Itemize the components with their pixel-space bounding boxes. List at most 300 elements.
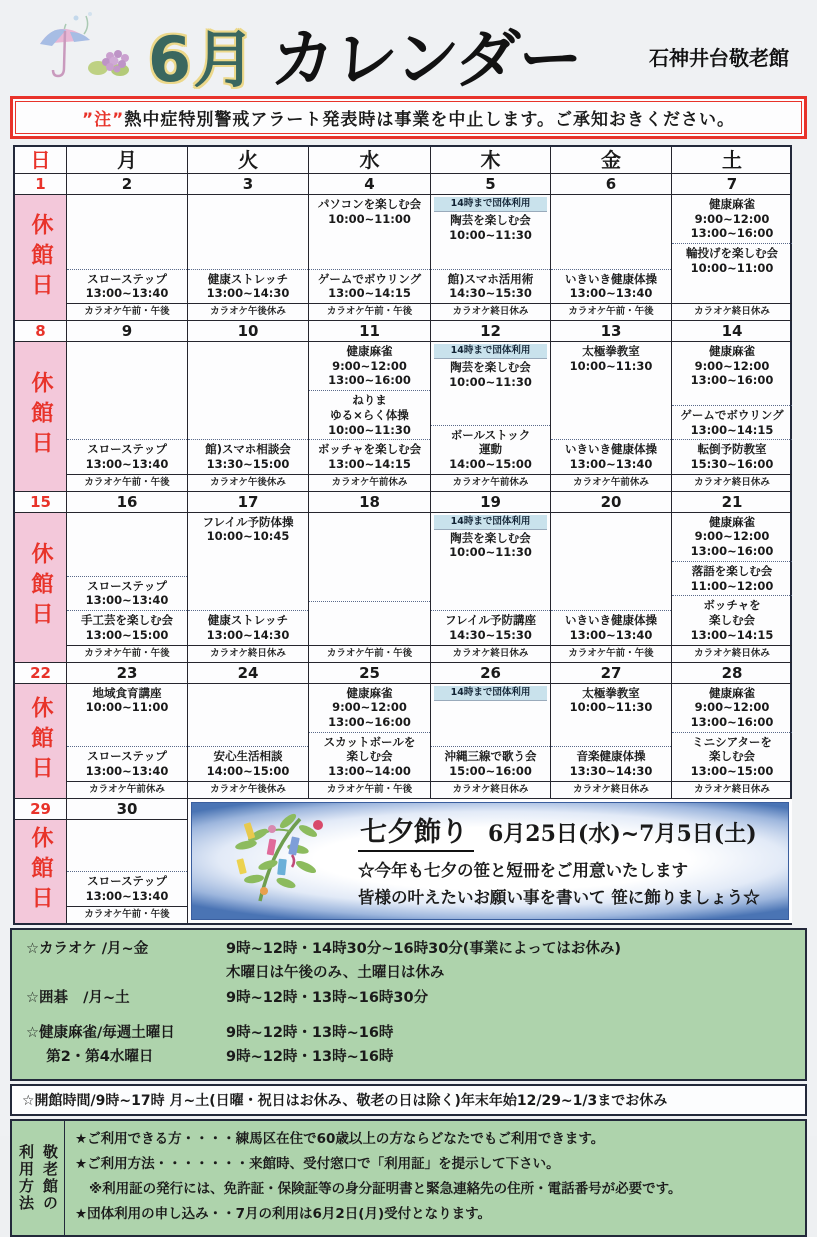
event [188, 270, 308, 303]
event-line: 陶芸を楽しむ会 [450, 213, 531, 227]
closed-day-label: 休館日 [28, 212, 53, 303]
afternoon-events [672, 595, 792, 644]
activity-schedule-row [26, 1021, 791, 1046]
karaoke-note: カラオケ午後休み [188, 474, 308, 491]
event [431, 747, 550, 780]
morning-events [672, 342, 792, 390]
day-cell-body [431, 195, 550, 303]
date-number: 22 [15, 663, 66, 684]
usage-rule-line: ★ご利用方法・・・・・・・来館時、受付窓口で「利用証」を提示して下さい。 [75, 1155, 560, 1172]
event-line: 運動 [479, 442, 502, 457]
calendar-day-cell [15, 174, 66, 321]
calendar-day-cell [430, 174, 550, 321]
karaoke-note: カラオケ午前休み [67, 781, 187, 798]
event-line: 15:30~16:00 [690, 457, 774, 472]
event-line: ミニシアターを [692, 734, 772, 749]
usage-label-line2: 利用方法 [17, 1143, 35, 1212]
morning-events [309, 342, 430, 439]
closed-day-label: 休館日 [28, 826, 53, 917]
date-number: 18 [309, 492, 430, 513]
calendar-week-row [15, 174, 790, 321]
event-line: 健康ストレッチ [207, 271, 289, 286]
karaoke-note: カラオケ午前・午後 [309, 645, 430, 662]
umbrella-icon [28, 6, 138, 88]
date-number: 24 [188, 663, 308, 684]
afternoon-events [309, 439, 430, 473]
date-number: 19 [431, 492, 550, 513]
afternoon-events [431, 425, 550, 474]
date-number: 15 [15, 492, 66, 513]
karaoke-note: カラオケ終日休み [431, 303, 550, 320]
event-line: 13:00~16:00 [690, 714, 774, 729]
afternoon-events [551, 610, 671, 644]
day-cell-body [67, 513, 187, 645]
calendar-week-row [15, 321, 790, 492]
calendar-week-row [15, 799, 790, 923]
closed-day-label: 休館日 [28, 695, 53, 786]
event-line: 13:00~16:00 [690, 226, 774, 241]
day-cell-body [309, 195, 430, 303]
calendar-day-cell [308, 663, 430, 799]
event-line: パソコンを楽しむ会 [317, 197, 422, 211]
day-cell-body [67, 195, 187, 303]
event-line: 14:30~15:30 [449, 286, 532, 301]
day-cell-body [188, 513, 308, 645]
event-line: スローステップ [87, 271, 167, 286]
event-line: 13:00~14:15 [690, 422, 774, 437]
date-number: 1 [15, 174, 66, 195]
afternoon-events [672, 405, 792, 474]
event-line: 安心生活相談 [213, 749, 283, 764]
event-line: 13:00~13:40 [85, 286, 169, 301]
tanabata-bamboo-illustration [202, 809, 352, 913]
calendar-day-cell [308, 321, 430, 492]
event [67, 440, 187, 473]
karaoke-note: カラオケ終日休み [672, 303, 792, 320]
weekday-header-日: 日 [15, 147, 66, 174]
event-line: 9:00~12:00 [332, 358, 407, 373]
event-line: 13:00~13:40 [85, 593, 169, 608]
date-number: 27 [551, 663, 671, 684]
event-line: 10:00~10:45 [206, 529, 290, 544]
day-cell-body [672, 342, 792, 474]
morning-events [431, 342, 550, 391]
event [309, 684, 430, 732]
event-line: 楽しむ会 [346, 749, 393, 764]
calendar-day-cell [430, 321, 550, 492]
activity-times: 9時~12時・13時~16時 [226, 1024, 394, 1041]
event [67, 610, 187, 644]
event [672, 406, 792, 439]
calendar-day-cell [550, 321, 671, 492]
activity-times: 9時~12時・14時30分~16時30分(事業によってはお休み) [226, 940, 622, 957]
day-cell-body [431, 684, 550, 781]
calendar-day-cell [187, 321, 308, 492]
event-line: 13:00~16:00 [690, 544, 774, 559]
event [67, 872, 187, 905]
event-line: 陶芸を楽しむ会 [450, 360, 531, 374]
afternoon-events [309, 732, 430, 781]
event [431, 611, 550, 644]
event [551, 270, 671, 303]
tanabata-description [358, 857, 778, 911]
event-line: 健康麻雀 [346, 685, 393, 700]
event [672, 733, 792, 781]
event [431, 270, 550, 303]
date-number: 25 [309, 663, 430, 684]
usage-label-line1: 敬老館の [41, 1143, 59, 1212]
morning-events [551, 342, 671, 375]
activity-times: 木曜日は午後のみ、土曜日は休み [226, 965, 445, 982]
event-line: 10:00~11:30 [449, 227, 532, 242]
event [309, 390, 430, 439]
morning-events [672, 513, 792, 596]
event-line: 手工芸を楽しむ会 [81, 613, 173, 628]
event-line: 13:00~14:30 [206, 286, 290, 301]
event [672, 195, 792, 243]
activity-schedule-row [26, 961, 791, 986]
calendar-day-cell [15, 663, 66, 799]
closed-day-cell [15, 820, 66, 923]
event-line: 輪投げを楽しむ会 [686, 246, 778, 261]
date-number: 14 [672, 321, 792, 342]
event-line: スカットボールを [323, 734, 416, 749]
calendar-day-cell [550, 174, 671, 321]
karaoke-note: カラオケ終日休み [672, 474, 792, 491]
event-line: ボッチャを楽しむ会 [317, 442, 422, 457]
morning-events [431, 513, 550, 562]
calendar-day-cell [430, 663, 550, 799]
date-number: 23 [67, 663, 187, 684]
date-number: 12 [431, 321, 550, 342]
karaoke-note: カラオケ午前・午後 [551, 645, 671, 662]
usage-vertical-label [12, 1121, 65, 1235]
event-line: 楽しむ会 [709, 749, 755, 764]
event-line: 13:30~14:30 [569, 764, 653, 779]
tanabata-announcement [187, 799, 792, 923]
afternoon-events [672, 732, 792, 781]
event-line: 10:00~11:30 [449, 545, 532, 560]
event-line: 9:00~12:00 [694, 358, 770, 373]
tanabata-period: 6月25日(水)~7月5日(土) [488, 821, 757, 848]
event [551, 440, 671, 473]
event [67, 270, 187, 303]
event-line: いきいき健康体操 [565, 271, 657, 286]
date-number: 26 [431, 663, 550, 684]
activity-label: ☆健康麻雀/毎週土曜日 [26, 1024, 175, 1041]
date-number: 9 [67, 321, 187, 342]
afternoon-events [551, 269, 671, 303]
event-line: ゆる×らく体操 [330, 407, 409, 422]
activity-label [26, 961, 226, 986]
weekday-header-row [15, 147, 790, 174]
event-line: 地域食育講座 [92, 685, 162, 700]
closed-day-cell [15, 342, 66, 491]
afternoon-events [188, 439, 308, 473]
event-line: 音楽健康体操 [576, 749, 646, 764]
event [551, 611, 671, 644]
afternoon-events [67, 746, 187, 780]
calendar-day-cell [66, 799, 187, 923]
event [672, 439, 792, 473]
event-line: 健康麻雀 [709, 344, 755, 358]
group-use-banner: 14時まで団体利用 [434, 686, 547, 701]
karaoke-note: カラオケ終日休み [551, 781, 671, 798]
event [672, 342, 792, 390]
tanabata-desc-line1: ☆今年も七夕の笹と短冊をご用意いたします [358, 861, 688, 881]
notice-mark: ”注” [82, 110, 125, 130]
event-line: 転倒予防教室 [697, 442, 767, 457]
date-number: 28 [672, 663, 792, 684]
afternoon-events [188, 269, 308, 303]
event-line: 13:00~13:40 [85, 764, 169, 779]
event-line: 9:00~12:00 [332, 700, 407, 715]
event-line: 健康麻雀 [709, 197, 755, 211]
usage-rule-line: ★団体利用の申し込み・・7月の利用は6月2日(月)受付となります。 [75, 1205, 492, 1222]
morning-events [67, 684, 187, 717]
karaoke-note: カラオケ午前・午後 [67, 906, 187, 923]
activity-times: 9時~12時・13時~16時 [226, 1049, 394, 1066]
event-line: 10:00~11:00 [328, 211, 411, 226]
group-use-banner: 14時まで団体利用 [434, 197, 547, 212]
month-title: 6月 [148, 23, 258, 96]
day-cell-body [551, 342, 671, 474]
afternoon-events [551, 746, 671, 780]
notice-body: 熱中症特別警戒アラート発表時は事業を中止します。ご承知おきください。 [124, 110, 735, 130]
bamboo-branch-icon [202, 809, 352, 909]
calendar-day-cell [66, 174, 187, 321]
event-line: 10:00~11:30 [449, 374, 532, 389]
group-use-banner: 14時まで団体利用 [434, 515, 547, 530]
event-line: 太極拳教室 [582, 685, 640, 700]
event-line: 10:00~11:00 [85, 700, 169, 715]
tanabata-text [358, 810, 778, 911]
event-line: 15:00~16:00 [449, 764, 532, 779]
event-line: ねりま [352, 393, 387, 408]
weekday-header-火: 火 [187, 147, 308, 174]
day-cell-body [672, 513, 792, 645]
event [672, 684, 792, 732]
calendar-day-cell [430, 492, 550, 663]
calendar-day-cell [15, 321, 66, 492]
event-line: 14:00~15:00 [449, 457, 532, 472]
event [431, 359, 550, 391]
day-cell-body [67, 342, 187, 474]
afternoon-events [67, 871, 187, 905]
afternoon-events [551, 439, 671, 473]
event [188, 440, 308, 473]
tanabata-desc-line2: 皆様の叶えたいお願い事を書いて 笹に飾りましょう☆ [358, 888, 760, 908]
june-calendar-table [13, 145, 792, 925]
weekday-header-水: 水 [308, 147, 430, 174]
umbrella-hydrangea-illustration [28, 6, 138, 92]
event-line: 10:00~11:30 [569, 700, 653, 715]
heatstroke-notice-text [15, 101, 802, 134]
event-line: 陶芸を楽しむ会 [450, 530, 531, 545]
opening-hours-box [10, 1084, 807, 1116]
event-line: ゲームでボウリング [680, 407, 784, 422]
activity-label: ☆囲碁 /月~土 [26, 990, 130, 1007]
afternoon-events [309, 601, 430, 645]
event-line: 13:00~14:15 [690, 627, 774, 642]
afternoon-events [67, 269, 187, 303]
closed-day-label: 休館日 [28, 371, 53, 462]
karaoke-note: カラオケ午前・午後 [67, 474, 187, 491]
karaoke-note: カラオケ午前休み [551, 474, 671, 491]
activity-schedule-row [26, 1045, 791, 1070]
karaoke-note: カラオケ午前休み [309, 474, 430, 491]
day-cell-body [67, 684, 187, 781]
karaoke-note: カラオケ午前・午後 [309, 303, 430, 320]
event-line: 9:00~12:00 [694, 529, 770, 544]
event [672, 513, 792, 561]
event [551, 684, 671, 717]
afternoon-events [309, 269, 430, 303]
day-cell-body [309, 513, 430, 645]
afternoon-events [67, 576, 187, 645]
event [551, 747, 671, 780]
event [431, 212, 550, 244]
day-cell-body [431, 342, 550, 474]
event-line: スローステップ [87, 749, 167, 764]
day-cell-body [309, 342, 430, 474]
day-cell-body [431, 513, 550, 645]
event-line: スローステップ [87, 578, 167, 593]
closed-day-label: 休館日 [28, 542, 53, 633]
event [309, 440, 430, 473]
event-line: いきいき健康体操 [565, 442, 657, 457]
karaoke-note: カラオケ終日休み [672, 645, 792, 662]
usage-label-text [14, 1144, 62, 1212]
event-line: 9:00~12:00 [694, 211, 770, 226]
event [672, 243, 792, 277]
calendar-day-cell [66, 492, 187, 663]
event [67, 577, 187, 610]
calendar-day-cell [671, 321, 792, 492]
date-number: 7 [672, 174, 792, 195]
event-line: 健康麻雀 [709, 685, 755, 700]
event-line: 太極拳教室 [582, 344, 640, 358]
calendar-day-cell [66, 663, 187, 799]
event-line: 14:00~15:00 [206, 764, 290, 779]
date-number: 13 [551, 321, 671, 342]
event-line: 13:00~15:00 [85, 627, 169, 642]
event-line: 13:00~16:00 [690, 373, 774, 388]
event-line: 14:30~15:30 [449, 627, 532, 642]
event-line: 館)スマホ相談会 [205, 442, 291, 457]
event-line: 楽しむ会 [709, 613, 755, 628]
date-number: 6 [551, 174, 671, 195]
day-cell-body [551, 684, 671, 781]
day-cell-body [188, 195, 308, 303]
weekday-header-月: 月 [66, 147, 187, 174]
date-number: 20 [551, 492, 671, 513]
day-cell-body [188, 342, 308, 474]
morning-events [672, 195, 792, 278]
date-number: 2 [67, 174, 187, 195]
tanabata-title: 七夕飾り [358, 817, 474, 852]
event-line: 10:00~11:30 [328, 422, 411, 437]
morning-events [672, 684, 792, 732]
activity-label: ☆カラオケ /月~金 [26, 940, 149, 957]
facility-name: 石神井台敬老館 [649, 46, 789, 70]
karaoke-note: カラオケ午後休み [188, 781, 308, 798]
event-line: いきいき健康体操 [565, 613, 657, 628]
event [431, 426, 550, 474]
regular-activities-info-box [10, 928, 807, 1081]
morning-events [309, 195, 430, 228]
event-line: 13:00~16:00 [328, 373, 411, 388]
activity-schedule-row [26, 986, 791, 1011]
event-line: 11:00~12:00 [690, 578, 774, 593]
date-number: 11 [309, 321, 430, 342]
morning-events [188, 513, 308, 546]
page-title [148, 8, 582, 100]
event [67, 684, 187, 717]
calendar-day-cell [671, 492, 792, 663]
event-line: 13:00~14:00 [328, 764, 411, 779]
weekday-header-木: 木 [430, 147, 550, 174]
event-line: 10:00~11:30 [569, 358, 653, 373]
morning-events [551, 684, 671, 717]
afternoon-events [188, 610, 308, 644]
weekday-header-金: 金 [550, 147, 671, 174]
event-line: 13:00~13:40 [569, 627, 653, 642]
karaoke-note: カラオケ終日休み [672, 781, 792, 798]
day-cell-body [309, 684, 430, 781]
day-cell-body [672, 684, 792, 781]
event [309, 733, 430, 781]
event-line: ゲームでボウリング [317, 271, 422, 286]
event-line: 13:00~16:00 [328, 714, 411, 729]
event-line: 13:00~14:15 [328, 457, 411, 472]
event [67, 747, 187, 780]
closed-day-cell [15, 684, 66, 798]
event [551, 342, 671, 375]
afternoon-events [431, 746, 550, 780]
page-header [0, 0, 817, 97]
calendar-title: カレンダー [268, 23, 584, 97]
event-line: ボールストック [450, 427, 531, 442]
date-number: 10 [188, 321, 308, 342]
weekday-header-土: 土 [671, 147, 792, 174]
event-line: 13:00~14:30 [206, 627, 290, 642]
event-line: 沖縄三線で歌う会 [444, 749, 537, 764]
date-number: 8 [15, 321, 66, 342]
calendar-day-cell [550, 492, 671, 663]
event-line: フレイル予防体操 [202, 514, 294, 529]
afternoon-events [431, 269, 550, 303]
calendar-day-cell [671, 663, 792, 799]
calendar-day-cell [15, 492, 66, 663]
event-line: 13:00~14:15 [328, 286, 411, 301]
calendar-week-row [15, 492, 790, 663]
closed-day-cell [15, 513, 66, 662]
day-cell-body [551, 513, 671, 645]
usage-rule-line: ★ご利用できる方・・・・練馬区在住で60歳以上の方ならどなたでもご利用できます。 [75, 1131, 605, 1148]
event [309, 342, 430, 390]
date-number: 3 [188, 174, 308, 195]
event-line: ボッチャを [703, 598, 761, 613]
karaoke-note: カラオケ終日休み [431, 781, 550, 798]
event-line: 館)スマホ活用術 [447, 271, 534, 286]
event [309, 195, 430, 228]
event [188, 747, 308, 780]
afternoon-events [67, 439, 187, 473]
day-cell-body [672, 195, 792, 303]
event [188, 611, 308, 644]
event-line: 落語を楽しむ会 [691, 563, 773, 578]
